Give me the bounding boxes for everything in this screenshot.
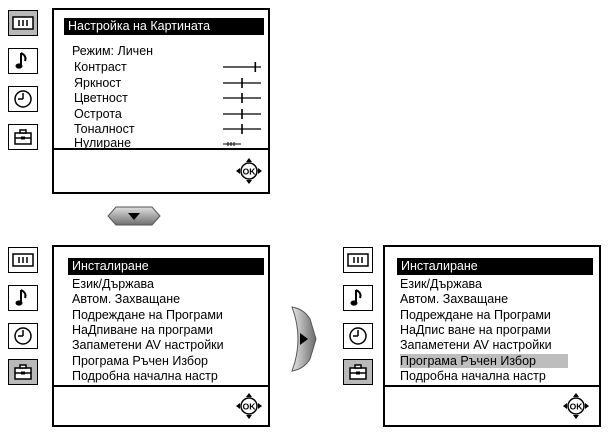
sidebar-picture-button[interactable] (343, 247, 373, 273)
timer-icon (13, 89, 33, 109)
reset-item[interactable]: Нулиране (74, 136, 132, 150)
install-panel-right (383, 245, 601, 427)
install-menu-item[interactable]: Език/Държава (400, 277, 482, 291)
install-menu-item[interactable]: Автом. Захващане (72, 292, 181, 307)
install-title-right: Инсталиране (397, 258, 593, 275)
install-menu-item[interactable]: Автом. Захващане (400, 292, 509, 307)
picture-item-slider[interactable] (222, 123, 262, 135)
setup-icon (13, 128, 33, 146)
install-menu-item[interactable]: Програма Ръчен Избор (72, 353, 208, 368)
ok-joystick-icon (236, 158, 262, 184)
sound-icon (350, 288, 366, 308)
picture-settings-title: Настройка на Картината (64, 18, 264, 35)
sidebar-timer-button[interactable] (8, 323, 38, 349)
sidebar-sound-button[interactable] (343, 285, 373, 311)
install-footer-right (385, 385, 599, 425)
ok-label: OK (569, 401, 583, 412)
ok-button[interactable] (563, 393, 589, 424)
sidebar-picture-button[interactable] (8, 10, 38, 36)
sidebar-top (8, 10, 40, 150)
setup-icon (348, 363, 368, 381)
install-menu-item[interactable]: Подробна начална настр (400, 368, 546, 383)
mode-row[interactable] (72, 44, 153, 58)
picture-icon (347, 253, 369, 267)
install-menu-item[interactable]: Запаметени AV настройки (400, 338, 552, 353)
picture-icon (12, 16, 34, 30)
ok-joystick-icon (563, 393, 589, 419)
sidebar-setup-button[interactable] (8, 359, 38, 385)
sidebar-sound-button[interactable] (8, 48, 38, 74)
picture-settings-panel (52, 8, 270, 194)
ok-label: OK (242, 401, 256, 412)
sidebar-bottom-right (343, 247, 375, 387)
install-menu-item[interactable]: Запаметени AV настройки (72, 338, 224, 353)
picture-item-slider[interactable] (222, 61, 262, 73)
ok-label: OK (242, 166, 256, 177)
install-menu-item[interactable]: Подреждане на Програми (72, 307, 223, 322)
sound-icon (15, 288, 31, 308)
ok-joystick-icon (236, 393, 262, 419)
timer-icon (13, 326, 33, 346)
sound-icon (15, 51, 31, 71)
picture-item-label[interactable]: Яркност (74, 75, 122, 90)
picture-item-label[interactable]: Острота (74, 106, 122, 121)
install-menu-item[interactable]: Език/Държава (72, 277, 154, 291)
sidebar-timer-button[interactable] (8, 86, 38, 112)
mode-value: Личен (117, 44, 154, 58)
picture-item-label[interactable]: Цветност (74, 91, 128, 105)
install-panel-left (52, 245, 270, 427)
mode-label: Режим: (72, 44, 115, 58)
install-menu-item[interactable]: НаДпиване на програми (72, 322, 214, 337)
picture-item-slider[interactable] (222, 108, 262, 120)
install-footer-left (54, 385, 268, 425)
picture-item-slider[interactable] (222, 92, 262, 104)
ok-button[interactable] (236, 158, 262, 189)
reset-indicator (222, 141, 242, 147)
sidebar-bottom-left (8, 247, 40, 387)
picture-footer (54, 148, 268, 192)
install-menu-item[interactable]: НаДпис ване на програми (400, 322, 551, 337)
setup-icon (13, 363, 33, 381)
picture-item-label[interactable]: Контраст (74, 60, 127, 74)
sidebar-timer-button[interactable] (343, 323, 373, 349)
sidebar-picture-button[interactable] (8, 247, 38, 273)
timer-icon (348, 326, 368, 346)
install-title-left: Инсталиране (68, 258, 264, 275)
picture-item-slider[interactable] (222, 77, 262, 89)
install-menu-item[interactable]: Подробна начална настр (72, 368, 218, 383)
install-menu-item[interactable]: Подреждане на Програми (400, 307, 551, 322)
ok-button[interactable] (236, 393, 262, 424)
sidebar-setup-button[interactable] (343, 359, 373, 385)
picture-item-label[interactable]: Тоналност (74, 122, 135, 136)
sidebar-sound-button[interactable] (8, 285, 38, 311)
down-arrow-icon (106, 205, 162, 227)
picture-icon (12, 253, 34, 267)
install-menu-item[interactable]: Програма Ръчен Избор (400, 354, 568, 368)
sidebar-setup-button[interactable] (8, 124, 38, 150)
right-arrow-icon (288, 305, 318, 373)
